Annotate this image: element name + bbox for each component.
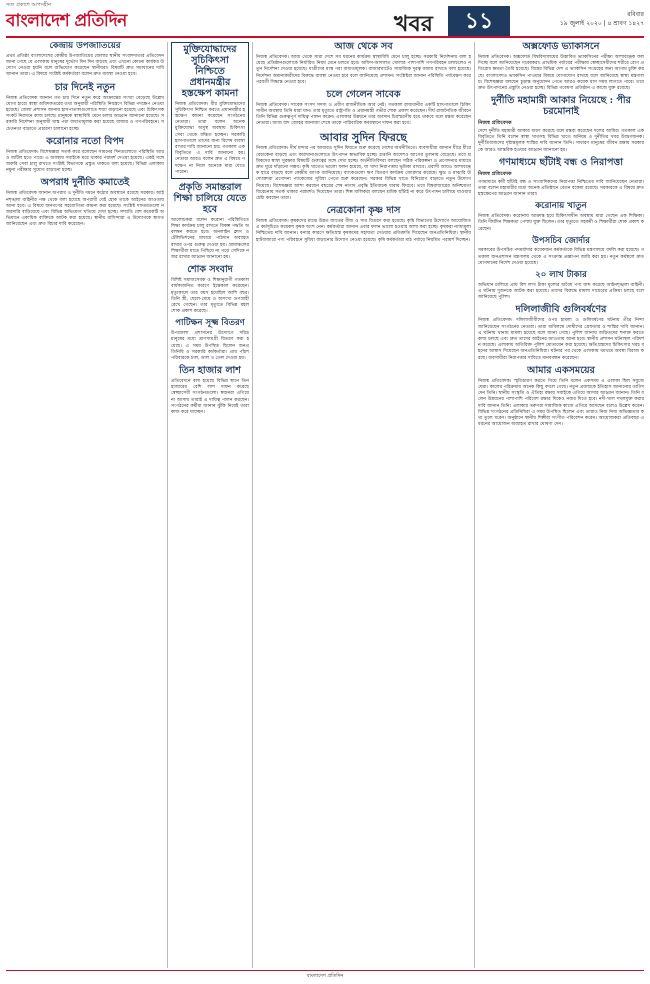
article xyxy=(256,42,471,86)
article-body: বিশিষ্ট সমাজসেবক ও শিক্ষানুরাগী গতকাল বার্ধক্যজনিত কারণে ইন্তেকাল করেছেন। মৃত্যুকালে তার বয়স হয়েছিল আশি বছর। তিনি স্ত্রী, ছেলে-মেয়ে ও অসংখ্য গুণগ্রাহী রেখে গেছেন। তার মৃত্যুতে বিভিন্ন মহল শোক প্রকাশ করেছে। xyxy=(171,278,249,315)
article xyxy=(478,158,644,199)
article xyxy=(171,183,249,261)
day-label: রবিবার xyxy=(627,11,644,18)
headline: তিন হাজার লাশ xyxy=(179,365,241,377)
column-4 xyxy=(478,42,644,968)
headline: পাটিক্ষন সূক্ষ্ম বিতরণ xyxy=(175,318,245,329)
headline: দুর্নীতি মহামারী আকার নিয়েছে : পীর চরমোনাই xyxy=(491,95,631,118)
article xyxy=(6,137,164,175)
byline: নিজস্ব প্রতিবেদক xyxy=(478,119,512,126)
headline: দলিলাজীবি গুলিবর্ষণের xyxy=(515,304,607,316)
date-label: ১৯ জুলাই ২০২০ | ৪ শ্রাবণ ১৪২৭ xyxy=(559,20,644,27)
article xyxy=(478,42,644,92)
article-body: নিজস্ব প্রতিবেদক। স্মৃতিচারণ করতে গিয়ে তিনি বলেন একসময় এ এলাকা ছিল সবুজে ঘেরা। কালের পরিক্রমায় অনেক কিছু বদলে গেছে। নতুন প্রজন্মকে ইতিহাস জানানোর তাগিদ দেন তিনি। স্থানীয় সংস্কৃতি ও ঐতিহ্য রক্ষায় সবাইকে এগিয়ে আসার আহ্বান জানান। তিনি বলেন উন্নয়নের পাশাপাশি পরিবেশ রক্ষার দিকেও নজর দিতে হবে। নদী-খাল দখলমুক্ত করার দাবি জানান তিনি। এলাকার তরুণরা সামাজিক কাজে এগিয়ে আসছেন বলেও উল্লেখ করেন। বিভিন্ন সংগঠনের প্রতিনিধিরা এ সময় উপস্থিত ছিলেন এবং তারাও নিজ নিজ অভিজ্ঞতার কথা তুলে ধরেন। অনুষ্ঠানে স্থানীয় শিল্পীরা সংগীত পরিবেশন করেন। আয়োজকরা প্রতিবছর এ ধরনের আয়োজন অব্যাহত রাখার ঘোষণা দেন। xyxy=(478,378,644,428)
headline: কেন্দ্রীয় উপজাতিয়ের xyxy=(49,42,121,51)
article xyxy=(6,83,164,133)
column-rule xyxy=(167,42,168,968)
logo-tagline: সত্য প্রকাশে আপসহীন xyxy=(6,2,51,8)
column-rule xyxy=(474,42,475,968)
headline: নেত্রকোনা কৃষ্ণ দাস xyxy=(326,205,401,217)
article xyxy=(6,178,164,228)
article-body: প্রথম প্রতিষ্ঠা বাংলাদেশের কেন্দ্রীয় উপজাতিয়ের জেলার স্থানীয় সংবাদদাতার প্রতিবেদন জানা গেছে যে এলাকায় মানুষের দুর্ভোগ দিন দিন বাড়ছে এবং এখনো কোনো কার্যকর উদ্যোগ নেওয়া হয়নি বলে অভিযোগ করেছেন স্থানীয়রা। বিষয়টি দ্রুত সমাধানের দাবি জানান তারা। এ বিষয়ে সংশ্লিষ্ট কর্মকর্তারা বলেন দ্রুত ব্যবস্থা নেওয়া হবে। xyxy=(6,53,164,78)
article-body: নিজস্ব প্রতিবেদক। দীর্ঘ মন্দার পর আবারও সুদিন ফিরতে শুরু করেছে দেশের অর্থনীতিতে। ব্যবসায়ীরা জানান ধীরে ধীরে বেচাকেনা বাড়ছে এবং কারখানাগুলোতে উৎপাদন স্বাভাবিক হচ্ছে। রপ্তানি আদেশও আগের তুলনায় বেড়েছে। তবে শ্রমিকদের স্বাস্থ্য সুরক্ষার বিষয়টি গুরুত্বের সঙ্গে দেখা হচ্ছে। অর্থনীতিবিদরা বলছেন সঠিক পরিকল্পনা ও প্রণোদনার মাধ্যমে দ্রুত ঘুরে দাঁড়ানো সম্ভব। কৃষি খাতেও ভালো ফলন হয়েছে, যা খাদ্য নিরাপত্তায় ভূমিকা রাখবে। প্রবাসী আয়ও আশাব্যঞ্জক হারে বাড়ছে বলে কেন্দ্রীয় ব্যাংক জানিয়েছে। ব্যাংকগুলো ঋণ বিতরণ কার্যক্রম জোরদার করেছে। ক্ষুদ্র ও মাঝারি উদ্যোক্তারা প্রণোদনা প্যাকেজের সুবিধা পেতে শুরু করেছেন। সরকার বিভিন্ন খাতে বিনিয়োগ বাড়াতে নতুন উদ্যোগ নিয়েছে। বিশেষজ্ঞরা আশা করছেন বছরের শেষ নাগাদ প্রবৃদ্ধি ইতিবাচক ধারায় ফিরবে। তবে বিশ্ববাজারের অনিশ্চয়তা বিবেচনায় সতর্ক থাকার পরামর্শও দিয়েছেন তারা। শিল্প মালিকরা বলছেন শ্রমিক ছাঁটাই না করে উৎপাদন চালিয়ে যাওয়ার চেষ্টা করছেন তারা। xyxy=(256,146,471,201)
article-body: সরকারের উপসচিব পদমর্যাদার কয়েকজন কর্মকর্তাকে বিভিন্ন মন্ত্রণালয়ে বদলি করা হয়েছে। গতকাল জনপ্রশাসন মন্ত্রণালয় থেকে এ সংক্রান্ত প্রজ্ঞাপন জারি করা হয়। নতুন কর্মস্থলে দ্রুত যোগদানের নির্দেশ দেওয়া হয়েছে। xyxy=(478,248,644,266)
headline: চলে গেলেন সাবেক xyxy=(326,88,401,100)
column-1 xyxy=(6,42,164,968)
headline: করোনার নতো বিপদ xyxy=(46,135,124,147)
headline: উপসচিব জোর্দার xyxy=(532,235,590,246)
article xyxy=(478,271,644,301)
article-body: আলোচকরা বলেন করোনা পরিস্থিতিতে শিক্ষা কার্যক্রম চালু রাখতে বিকল্প পদ্ধতি অবলম্বন করতে হবে। অনলাইন ক্লাস ও টেলিভিশনের মাধ্যমে পাঠদান অব্যাহত রাখার ওপর গুরুত্ব দেওয়া হয়। গ্রামাঞ্চলের শিক্ষার্থীরা যাতে পিছিয়ে না পড়ে সেদিকে নজর রাখার আহ্বান জানানো হয়। xyxy=(171,217,249,261)
newspaper-logo: বাংলাদেশ প্রতিদিন xyxy=(6,11,127,31)
article xyxy=(478,202,644,232)
column-rule xyxy=(252,42,253,968)
article-body: অভিযান চালিয়ে প্রায় বিশ লাখ টাকা মূল্যের অবৈধ পণ্য জব্দ করেছে আইনশৃঙ্খলা বাহিনী। এ ঘটনায় দুজনকে আটক করা হয়েছে। তাদের বিরুদ্ধে মামলা দায়েরের প্রক্রিয়া চলছে বলে জানিয়েছে পুলিশ। xyxy=(478,282,644,301)
column-3 xyxy=(256,42,471,968)
article-body: প্রতিবেদনে বলা হয়েছে বিভিন্ন স্থানে তিন হাজারের বেশি লাশ দাফন করেছে স্বেচ্ছাসেবী সংগঠনগুলো। স্বজনরা এগিয়ে না আসায় তারাই এ দায়িত্ব পালন করছেন। সংগঠনের কর্মীরা জানান ঝুঁকি নিয়েই তারা কাজ করে যাচ্ছেন। xyxy=(171,379,249,416)
dateline xyxy=(560,10,644,28)
headline: অক্সফোর্ড ভ্যাকসিনে xyxy=(522,42,600,52)
article xyxy=(478,96,644,154)
article xyxy=(478,237,644,267)
article xyxy=(171,42,249,179)
article xyxy=(171,265,249,315)
article-body: নিজস্ব প্রতিবেদক। অক্সফোর্ড বিশ্ববিদ্যালয়ের উদ্ভাবিত ভ্যাকসিনের পরীক্ষা আশাব্যঞ্জক ফল দিচ্ছে বলে জানিয়েছেন গবেষকরা। প্রাথমিক পর্যায়ের পরীক্ষায় স্বেচ্ছাসেবীদের শরীরে রোগ প্রতিরোধ ক্ষমতা তৈরি হয়েছে। বিশ্বের বিভিন্ন দেশ এ ভ্যাকসিন সংগ্রহের জন্য আগাম চুক্তি করছে। বাংলাদেশও ভ্যাকসিন পাওয়ার বিষয়ে যোগাযোগ রাখছে বলে জানিয়েছে স্বাস্থ্য মন্ত্রণালয়। বিশেষজ্ঞরা বলছেন চূড়ান্ত অনুমোদন পেতে আরও কয়েক মাস সময় লাগতে পারে। তবে দ্রুত উৎপাদনের প্রস্তুতি নেওয়া হচ্ছে। বিভিন্ন গবেষণা প্রতিষ্ঠান এ কাজে যুক্ত রয়েছে। xyxy=(478,54,644,91)
article-body: নিজস্ব প্রতিবেদক। বীর মুক্তিযোদ্ধাদের সুচিকিৎসা নিশ্চিত করতে প্রধানমন্ত্রীর হস্তক্ষেপ কামনা করেছেন সংগঠনের নেতারা। তারা বলেন অনেক মুক্তিযোদ্ধা অসুস্থ অবস্থায় চিকিৎসা সেবা থেকে বঞ্চিত হচ্ছেন। সরকারি হাসপাতালে তাদের জন্য বিশেষ ব্যবস্থা রাখার দাবি জানানো হয়। গতকাল এক বিবৃতিতে এ দাবি জানানো হয়। নেতারা আরও বলেন দ্রুত এ বিষয়ে পদক্ষেপ না নিলে অনেকে মারা যেতে পারেন। xyxy=(175,101,245,175)
headline: শোক সংবাদ xyxy=(187,264,233,276)
headline: আমার একসময়ের xyxy=(527,364,595,376)
article-body: নিজস্ব প্রতিবেদক। বিশেষজ্ঞরা সতর্ক করে বলেছেন সামনের দিনগুলোতে পরিস্থিতি আরও জটিল হতে পারে। এ অবস্থায় সবাইকে ঘরে থাকার পরামর্শ দেওয়া হয়েছে। একই সঙ্গে জরুরি সেবা চালু রাখতে সংশ্লিষ্ট বিভাগকে প্রস্তুত থাকতে বলা হয়েছে। বিভিন্ন এলাকায় নমুনা পরীক্ষার সুযোগ বাড়ানো হচ্ছে। xyxy=(6,149,164,174)
article-body: নিজস্ব প্রতিবেদক। দলিলাজীবীদের ওপর হামলা ও গুলিবর্ষণের ঘটনায় তীব্র নিন্দা জানিয়েছেন সংগঠনের নেতারা। তারা অবিলম্বে দোষীদের গ্রেফতার ও শাস্তির দাবি জানান। এ ঘটনায় থানায় মামলা হয়েছে বলে জানা গেছে। পুলিশ জানায় জড়িতদের শনাক্ত করতে কাজ চলছে এবং দ্রুত তাদের আইনের আওতায় আনা হবে। স্থানীয় প্রশাসন ঘটনাস্থল পরিদর্শন করেছে। এলাকায় অতিরিক্ত পুলিশ মোতায়েন করা হয়েছে। ক্ষতিগ্রস্তদের চিকিৎসার খরচ বহনের আশ্বাস দিয়েছেন জনপ্রতিনিধিরা। ঘটনার পর থেকে এলাকায় থমথমে অবস্থা বিরাজ করছে। ব্যবসায়ীরা নিরাপত্তার দাবিতে মানববন্ধন করেছেন। xyxy=(478,318,644,361)
headline: আজ থেকে সব xyxy=(334,42,393,52)
headline: মুক্তিযোদ্ধাদের সুচিকিৎসা নিশ্চিতে প্রধানমন্ত্রীর হস্তক্ষেপ কামনা xyxy=(181,44,239,99)
article xyxy=(478,366,644,429)
article-body: নিজস্ব প্রতিবেদক জানান গত চার দিনে নতুন করে আক্রান্তের সংখ্যা বেড়েছে উল্লেখযোগ্য হারে। স্বাস্থ্য অধিদফতরের তথ্য অনুযায়ী পরিস্থিতি নিয়ন্ত্রণে বিভিন্ন পদক্ষেপ নেওয়া হয়েছে। জেলা প্রশাসন জানায় হাসপাতালগুলোতে শয্যা বাড়ানো হয়েছে এবং চিকিৎসক সংকট নিরসনে কাজ চলছে। মানুষকে স্বাস্থ্যবিধি মেনে চলার আহ্বান জানানো হয়েছে। সরকারি নির্দেশনা অনুযায়ী মাস্ক পরা বাধ্যতামূলক করা হয়েছে বাজার ও গণপরিবহনে। সচেতনতা বাড়াতে প্রচারণা চালানো হচ্ছে। xyxy=(6,95,164,132)
article xyxy=(256,132,471,202)
article xyxy=(171,319,249,362)
article-body: নিজস্ব প্রতিবেদক। সাবেক সংসদ সদস্য ও প্রবীণ রাজনীতিক আর নেই। গতকাল রাজধানীর একটি হাসপাতালে চিকিৎসাধীন অবস্থায় তিনি মারা যান। তার মৃত্যুতে রাষ্ট্রপতি ও প্রধানমন্ত্রী গভীর শোক প্রকাশ করেছেন। দীর্ঘ রাজনৈতিক জীবনে তিনি বিভিন্ন গুরুত্বপূর্ণ দায়িত্ব পালন করেন। এলাকার উন্নয়নে তার অবদান চিরস্মরণীয় হয়ে থাকবে বলে মন্তব্য করেছেন নেতারা। আজ বাদ জোহর জানাজা শেষে তাকে পারিবারিক কবরস্থানে দাফন করা হবে। xyxy=(256,102,471,127)
headline: অপরাধ দুর্নীতি কমাতেই xyxy=(40,177,130,189)
article xyxy=(6,42,164,79)
section-title: খবর xyxy=(394,11,433,37)
article-body: দেশে দুর্নীতি মহামারী আকার ধারণ করেছে বলে মন্তব্য করেছেন দলের আমির। গতকাল এক বিবৃতিতে তিনি বলেন স্বাস্থ্য খাতসহ বিভিন্ন খাতে অনিয়ম ও দুর্নীতির খবর উদ্বেগজনক। দুর্নীতিবাজদের দৃষ্টান্তমূলক শাস্তির দাবি জানান তিনি। সাধারণ মানুষের জীবন রক্ষায় সরকারকে আরও আন্তরিক হওয়ার আহ্বান জানানো হয়। xyxy=(478,128,644,153)
article xyxy=(256,90,471,128)
byline: নিজস্ব প্রতিবেদক xyxy=(478,170,512,177)
article-body: নিজস্ব প্রতিবেদক। করোনায় আক্রান্ত হয়ে চিকিৎসাধীন অবস্থায় মারা গেছেন এক শিক্ষিকা। তিনি দীর্ঘদিন শিক্ষকতা পেশায় যুক্ত ছিলেন। তার মৃত্যুতে সহকর্মী ও শিক্ষার্থীরা শোক প্রকাশ করেছেন। xyxy=(478,214,644,232)
article xyxy=(256,206,471,244)
article-body: উপজেলা প্রশাসনের উদ্যোগে দরিদ্র মানুষের মধ্যে ত্রাণসামগ্রী বিতরণ করা হয়েছে। এ সময় উপস্থিত ছিলেন জনপ্রতিনিধি ও সরকারি কর্মকর্তারা। প্রায় পাঁচশ পরিবারকে চাল, ডাল ও তেল দেওয়া হয়। xyxy=(171,331,249,361)
article xyxy=(171,366,249,416)
article xyxy=(478,305,644,361)
headline: প্রকৃতি সমান্তরাল শিক্ষা চালিয়ে যেতে হবে xyxy=(173,182,247,215)
headline: চার দিনেই নতুন xyxy=(54,81,116,93)
article-body: নিজস্ব প্রতিবেদক। আজ থেকে সারা দেশে সব ধরনের কার্যক্রম স্বাস্থ্যবিধি মেনে চালু হচ্ছে। সরকারি নির্দেশনায় বলা হয়েছে প্রতিষ্ঠানগুলোকে নির্ধারিত নিয়ম মেনে চলতে হবে। অফিস-আদালত খোলার পাশাপাশি গণপরিবহন চলাচলেও নতুন নির্দেশনা দেওয়া হয়েছে। যাত্রীদের মাস্ক পরা বাধ্যতামূলক। বাজারঘাটেও সামাজিক দূরত্ব বজায় রাখতে বলা হয়েছে। নির্দেশনা অমান্যকারীদের বিরুদ্ধে ব্যবস্থা নেওয়া হবে বলে জানিয়েছে প্রশাসন। সংশ্লিষ্টরা জানান পরিস্থিতি পর্যবেক্ষণ করে পরবর্তী সিদ্ধান্ত নেওয়া হবে। xyxy=(256,54,471,85)
headline: ২০ লাখ টাকার xyxy=(535,270,587,281)
page-number: ১১ xyxy=(448,6,510,36)
article-body: গণমাধ্যমে কর্মী ছাঁটাই বন্ধ ও সাংবাদিকদের নিরাপত্তা নিশ্চিতের দাবি জানিয়েছেন নেতারা। তারা বলেন মহামারীর মধ্যে অনেক প্রতিষ্ঠানে বেতন বকেয়া রয়েছে। সরকারকে এ বিষয়ে দ্রুত হস্তক্ষেপের আহ্বান জানান তারা। xyxy=(478,179,644,198)
column-2 xyxy=(171,42,249,968)
headline: করোনায় খাতুন xyxy=(535,201,587,212)
headline: গণমাধ্যমে ছাঁটাই বন্ধ ও নিরাপত্তা xyxy=(499,156,623,168)
article-body: নিজস্ব প্রতিবেদক জানান অপরাধ ও দুর্নীতি দমনে কঠোর অবস্থানে রয়েছে সরকার। আইনশৃঙ্খলা বাহিনীর পক্ষ থেকে বলা হয়েছে অপরাধী যেই হোক তাকে আইনের আওতায় আনা হবে। এ বিষয়ে জনগণের সহযোগিতা কামনা করা হয়েছে। সংশ্লিষ্ট দফতরগুলো নজরদারি বাড়িয়েছে এবং বিভিন্ন অভিযোগ খতিয়ে দেখা হচ্ছে। সম্প্রতি বেশ কয়েকটি অভিযানে একাধিক ব্যক্তিকে আটক করা হয়েছে। স্থানীয় বাসিন্দারা এ উদ্যোগকে স্বাগত জানিয়েছেন এবং দ্রুত বিচার দাবি করেছেন। xyxy=(6,191,164,228)
page-footer: বাংলাদেশ প্রতিদিন xyxy=(6,970,644,981)
article-body: নিজস্ব প্রতিবেদক। কৃষকদের মাঝে উন্নত জাতের বীজ ও সার বিতরণ করা হয়েছে। কৃষি বিভাগের উদ্যোগে আয়োজিত এ কর্মসূচিতে কয়েকশ কৃষক অংশ নেন। কর্মকর্তারা জানান এবার ফলন ভালো হওয়ার আশা করা হচ্ছে। কৃষকরা ন্যায্যমূল্য নিশ্চিতের দাবি জানান। বন্যার কারণে ক্ষতিগ্রস্ত কৃষকদের সহায়তা দেওয়ার প্রতিশ্রুতি দিয়েছেন জনপ্রতিনিধিরা। স্থানীয় হাটবাজারে পণ্য পরিবহনে সুবিধা বাড়ানোর উদ্যোগ নেওয়া হয়েছে। কৃষি কর্মকর্তারা মাঠ পর্যায়ে নিয়মিত পরামর্শ দিচ্ছেন। xyxy=(256,219,471,243)
headline: আবার সুদিন ফিরছে xyxy=(320,130,407,144)
masthead xyxy=(6,2,644,38)
